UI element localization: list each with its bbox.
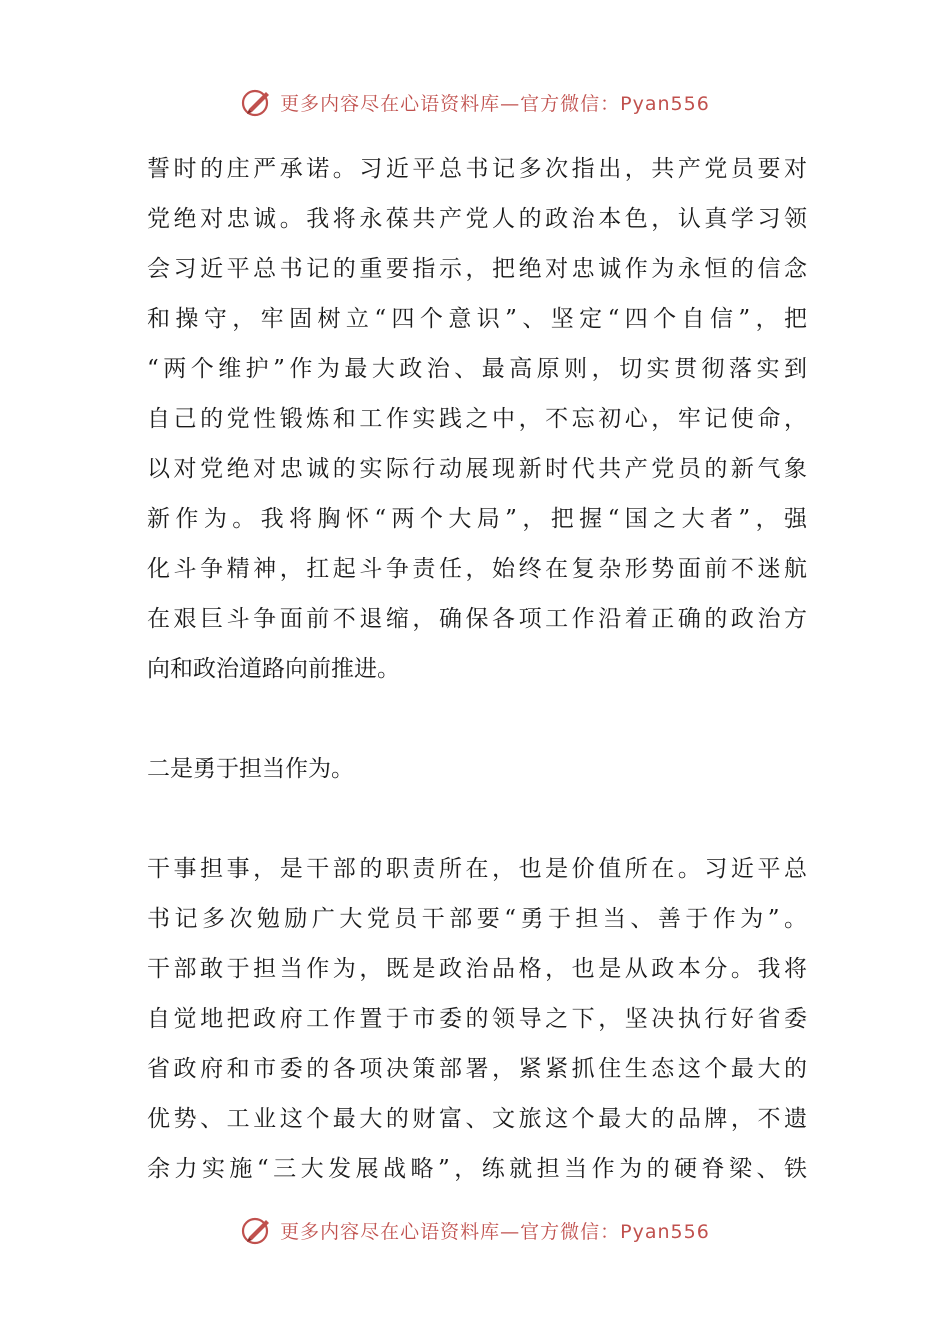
section-heading: 二是勇于担当作为。 [147, 756, 354, 782]
text-line: 在艰巨斗争面前不退缩，确保各项工作沿着正确的政治方 [147, 606, 807, 632]
header-wechat-id: Pyan556 [620, 92, 710, 115]
text-line: 向和政治道路向前推进。 [147, 656, 400, 682]
header-banner-text: 更多内容尽在心语资料库—官方微信：Pyan556 [280, 92, 710, 115]
text-line: 誓时的庄严承诺。习近平总书记多次指出，共产党员要对 [147, 156, 807, 182]
text-line: 党绝对忠诚。我将永葆共产党人的政治本色，认真学习领 [147, 206, 807, 232]
text-line: 省政府和市委的各项决策部署，紧紧抓住生态这个最大的 [147, 1056, 807, 1082]
text-line: 干部敢于担当作为，既是政治品格，也是从政本分。我将 [147, 956, 807, 982]
footer-watermark-banner [0, 1210, 950, 1250]
footer-banner-text: 更多内容尽在心语资料库—官方微信：Pyan556 [280, 1220, 710, 1243]
paragraph-spacer [147, 794, 807, 844]
pen-logo-icon [240, 85, 274, 119]
text-line: 会习近平总书记的重要指示，把绝对忠诚作为永恒的信念 [147, 256, 807, 282]
text-line: “两个维护”作为最大政治、最高原则，切实贯彻落实到 [147, 356, 807, 382]
document-body [147, 144, 807, 1194]
text-line: 书记多次勉励广大党员干部要“勇于担当、善于作为”。 [147, 906, 807, 932]
pen-logo-icon [240, 1213, 274, 1247]
paragraph-spacer [147, 694, 807, 744]
text-line: 自己的党性锻炼和工作实践之中，不忘初心，牢记使命， [147, 406, 807, 432]
footer-wechat-id: Pyan556 [620, 1220, 710, 1243]
text-line: 化斗争精神，扛起斗争责任，始终在复杂形势面前不迷航 [147, 556, 807, 582]
text-line: 自觉地把政府工作置于市委的领导之下，坚决执行好省委 [147, 1006, 807, 1032]
text-line: 优势、工业这个最大的财富、文旅这个最大的品牌，不遗 [147, 1106, 807, 1132]
text-line: 以对党绝对忠诚的实际行动展现新时代共产党员的新气象 [147, 456, 807, 482]
text-line: 新作为。我将胸怀“两个大局”，把握“国之大者”，强 [147, 506, 807, 532]
text-line: 干事担事，是干部的职责所在，也是价值所在。习近平总 [147, 856, 807, 882]
text-line: 余力实施“三大发展战略”，练就担当作为的硬脊梁、铁 [147, 1156, 807, 1182]
paragraph-1 [147, 144, 807, 694]
paragraph-2 [147, 844, 807, 1194]
text-line: 和操守，牢固树立“四个意识”、坚定“四个自信”，把 [147, 306, 807, 332]
header-watermark-banner [0, 82, 950, 122]
